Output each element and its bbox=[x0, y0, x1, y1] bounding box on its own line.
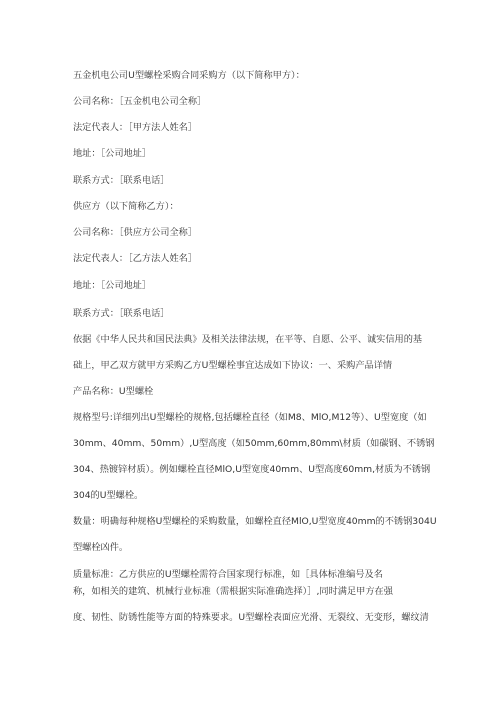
doc-line-purchaser-heading: 五金机电公司U型螺栓采购合同采购方（以下简称甲方）： bbox=[73, 70, 305, 81]
doc-line-supplier-contact: 联系方式：［联系电话］ bbox=[73, 308, 170, 319]
doc-line-quality-3: 度、韧性、防锈性能等方面的特殊要求。U型螺栓表面应光滑、无裂纹、无变形，螺纹清 bbox=[73, 612, 429, 623]
doc-line-supplier-heading: 供应方（以下简称乙方）： bbox=[73, 201, 179, 212]
doc-line-preamble-2: 础上，甲乙双方就甲方采购乙方U型螺栓事宜达成如下协议：一、采购产品详情 bbox=[73, 360, 393, 371]
doc-line-product-name: 产品名称：U型螺栓 bbox=[73, 386, 154, 397]
doc-line-supplier-address: 地址：［公司地址］ bbox=[73, 280, 152, 291]
doc-line-quantity-1: 数量：明确每种规格U型螺栓的采购数量，如螺栓直径MlO,U型宽度40mm的不锈钢304U bbox=[73, 516, 437, 527]
doc-line-purchaser-contact: 联系方式：［联系电话］ bbox=[73, 175, 170, 186]
doc-line-purchaser-rep: 法定代表人：［甲方法人姓名］ bbox=[73, 122, 198, 133]
doc-line-supplier-rep: 法定代表人：［乙方法人姓名］ bbox=[73, 253, 198, 264]
doc-line-quality-2: 称，如相关的建筑、机械行业标准（需根据实际准确选择）］,同时满足甲方在强 bbox=[73, 586, 393, 597]
doc-line-spec-2: 30mm、40mm、50mm）,U型高度（如50mm,60mm,80mm\材质（如碳钢、不锈钢 bbox=[73, 438, 435, 449]
doc-line-purchaser-address: 地址：［公司地址］ bbox=[73, 148, 152, 159]
doc-line-preamble-1: 依据《中华人民共和国民法典》及相关法律法规，在平等、自愿、公平、诚实信用的基 bbox=[73, 334, 423, 345]
doc-line-supplier-company: 公司名称：［供应方公司全称］ bbox=[73, 227, 198, 238]
doc-line-quantity-2: 型螺栓凶件。 bbox=[73, 542, 129, 553]
doc-line-purchaser-company: 公司名称：［五金机电公司全称］ bbox=[73, 96, 207, 107]
doc-line-spec-1: 规格型号:详细列出U型螺栓的规格,包括螺栓直径（如M8、MlO,M12等）、U型宽度（如 bbox=[73, 412, 427, 423]
doc-line-spec-3: 304、热镀锌材质）。例如螺栓直径MlO,U型宽度40mm、U型高度60mm,材质为不锈钢 bbox=[73, 464, 431, 475]
doc-line-quality-1: 质量标准：乙方供应的U型螺栓需符合国家现行标准，如［具体标准编号及名 bbox=[73, 569, 383, 580]
doc-line-spec-4: 304的U型螺栓。 bbox=[73, 490, 144, 501]
